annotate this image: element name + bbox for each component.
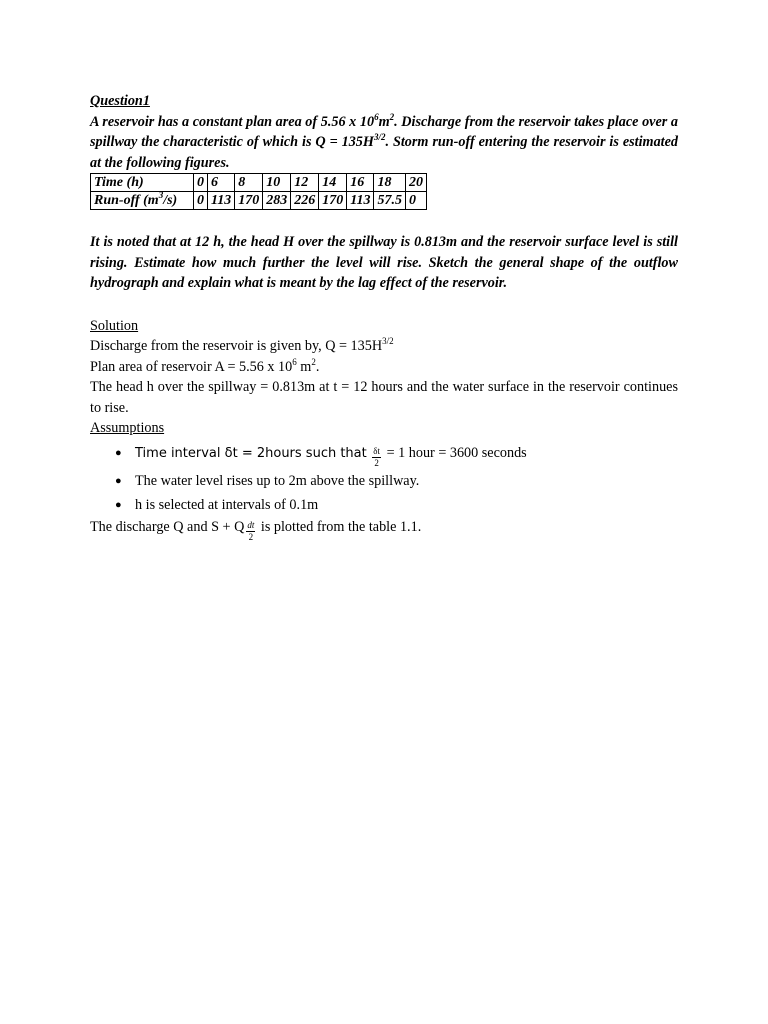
table-cell: 170 [235, 192, 263, 210]
fraction-dt-over-2 [372, 446, 381, 469]
table-cell: 16 [347, 174, 374, 192]
fraction-numerator: dt [247, 519, 255, 530]
assumption-time-value: = 1 hour = 3600 seconds [386, 444, 527, 461]
list-item [115, 493, 678, 517]
table-header-time: Time (h) [91, 174, 194, 192]
bullet-icon: ● [115, 446, 122, 459]
solution-last-line [90, 517, 678, 543]
table-cell: 8 [235, 174, 263, 192]
table-cell: 226 [291, 192, 319, 210]
assumption-interval: h is selected at intervals of 0.1m [135, 496, 319, 513]
assumption-water-level: The water level rises up to 2m above the spillway. [135, 472, 420, 489]
last-text-b: is plotted from the table 1.1. [260, 518, 422, 535]
runoff-label-sup: 3 [158, 190, 164, 200]
intro-text-4: . Storm run-off entering the reservoir is estimated at the following figures. [90, 134, 678, 171]
discharge-text: Discharge from the reservoir is given by, Q = 135H [90, 338, 383, 354]
fraction-numerator: δt [373, 445, 381, 456]
table-row-time [91, 174, 427, 192]
fraction-dt-over-2 [246, 520, 255, 543]
area-sup-1: 6 [292, 356, 297, 367]
table-cell: 12 [291, 174, 319, 192]
table-cell: 0 [405, 192, 426, 210]
assumptions-list [90, 441, 678, 517]
area-text-b: m [296, 358, 312, 375]
table-header-runoff [91, 192, 194, 210]
solution-heading: Solution [90, 317, 139, 334]
bullet-icon: ● [115, 474, 122, 487]
list-item [115, 469, 678, 493]
assumptions-heading: Assumptions [90, 420, 165, 436]
table-cell: 0 [194, 192, 208, 210]
runoff-table [90, 173, 427, 210]
bullet-icon: ● [115, 498, 122, 511]
table-cell: 170 [319, 192, 347, 210]
spacer [90, 294, 678, 316]
fraction-denominator: 2 [248, 531, 254, 542]
intro-sup-3: 3/2 [373, 132, 386, 142]
table-row-runoff [91, 192, 427, 210]
table-cell: 283 [263, 192, 291, 210]
intro-text-1: A reservoir has a constant plan area of 5.56 x 10 [90, 113, 375, 130]
spacer [90, 210, 678, 232]
area-sup-2: 2 [311, 356, 316, 367]
table-cell: 14 [319, 174, 347, 192]
list-item [115, 441, 678, 469]
table-cell: 57.5 [374, 192, 406, 210]
assumption-time-text: Time interval δt = 2hours such that [135, 445, 367, 461]
intro-text-3: . Discharge from the reservoir takes place over a spillway the characteristic of which is Q = 135H [90, 113, 678, 150]
table-cell: 20 [405, 174, 426, 192]
solution-line-discharge [90, 336, 678, 357]
table-cell: 18 [374, 174, 406, 192]
table-cell: 113 [208, 192, 235, 210]
table-cell: 10 [263, 174, 291, 192]
document-content [90, 91, 678, 543]
table-cell: 113 [347, 192, 374, 210]
runoff-label-b: /s) [163, 193, 178, 208]
intro-sup-1: 6 [374, 111, 379, 122]
area-text-a: Plan area of reservoir A = 5.56 x 10 [90, 358, 293, 375]
last-text-a: The discharge Q and S + Q [90, 518, 245, 535]
fraction-denominator: 2 [374, 457, 379, 468]
table-cell: 0 [194, 174, 208, 192]
intro-text-2: m [378, 113, 390, 130]
question-paragraph: It is noted that at 12 h, the head H over the spillway is 0.813m and the reservoir surface level is still rising. Estimate how much further the level will rise. Sketch the general shape of the outflow hydrograph and explain what is meant by the lag effect of the reservoir. [90, 234, 678, 291]
runoff-label-a: Run-off (m [94, 193, 159, 208]
solution-line-head: The head h over the spillway = 0.813m at t = 12 hours and the water surface in the reservoir continues to rise. [90, 379, 678, 416]
discharge-sup: 3/2 [382, 336, 394, 346]
area-text-c: . [315, 358, 320, 375]
question-title: Question1 [90, 93, 150, 109]
question-intro [90, 112, 678, 174]
solution-line-area [90, 357, 678, 378]
table-cell: 6 [208, 174, 235, 192]
intro-sup-2: 2 [389, 111, 395, 122]
